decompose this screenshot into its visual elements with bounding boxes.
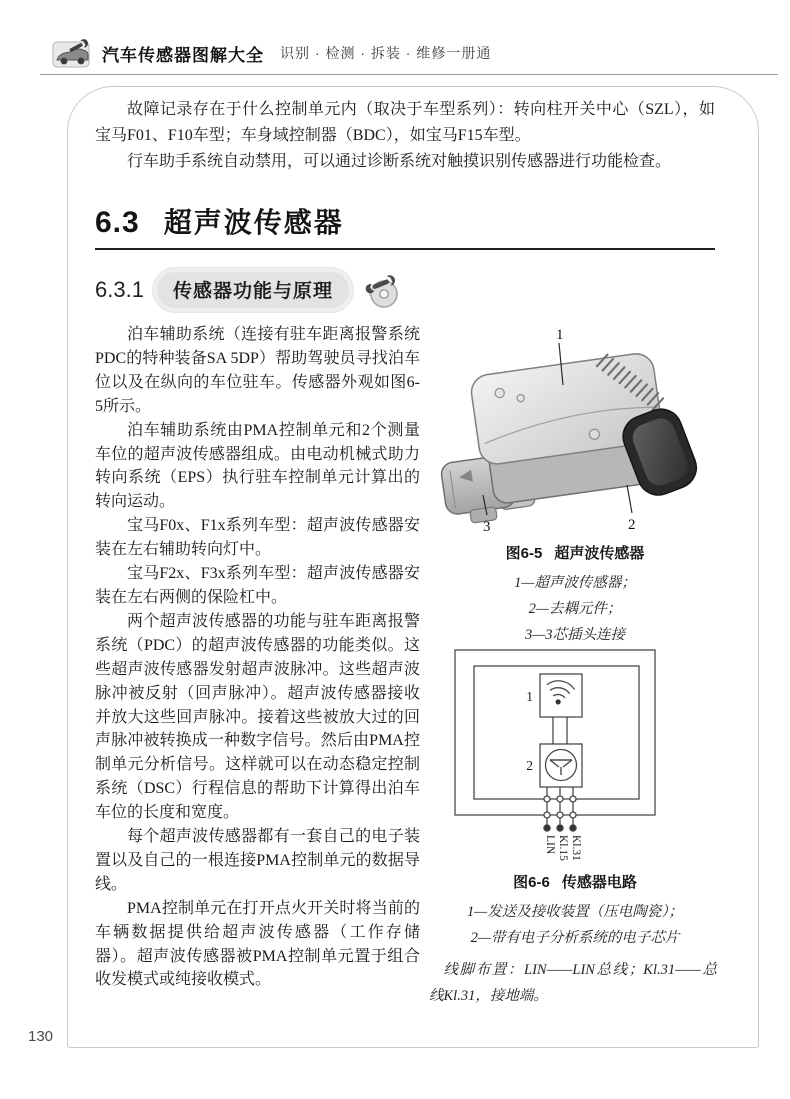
body-paragraph: 宝马F0x、F1x系列车型：超声波传感器安装在左右辅助转向灯中。 [95,517,420,559]
book-subtitle: 识别 · 检测 · 拆装 · 维修一册通 [280,45,492,61]
figure-6-6-legend [435,899,715,951]
body-paragraph: 每个超声波传感器都有一套自己的电子装置以及自己的一根连接PMA控制单元的数据导线。 [95,828,420,893]
intro-paragraph: 故障记录存在于什么控制单元内（取决于车型系列）：转向柱开关中心（SZL），如宝马F01、F10车型；车身域控制器（BDC），如宝马F15车型。 [95,101,715,144]
wrench-gear-icon [362,271,402,309]
body-paragraph: 泊车辅助系统由PMA控制单元和2个测量车位的超声波传感器组成。由电动机械式助力转向系统（EPS）执行驻车控制单元计算出的转向运动。 [95,421,420,511]
circuit-outer-box [455,650,655,815]
subsection-number: 6.3.1 [95,277,144,302]
figure-label: 图6-5 [505,545,543,562]
legend-line: 2—去耦元件； [528,601,622,617]
pin-label-kl31: Kl.31 [570,835,582,861]
fig66-label-2: 2 [526,758,533,773]
figure-6-5-legend [435,570,715,648]
intro-block [95,97,715,175]
figure-6-5-sensor-illustration [435,325,715,539]
circuit-pins [544,787,576,831]
legend-line: 3—3芯插头连接 [525,627,625,643]
legend-line: 1—超声波传感器； [514,575,636,591]
fig65-callout-2: 2 [628,517,636,533]
figure-label: 图6-6 [513,874,550,891]
legend-line: 1—发送及接收装置（压电陶瓷）； [467,904,683,920]
section-title: 超声波传感器 [163,207,344,238]
legend-line: 2—带有电子分析系统的电子芯片 [470,930,680,946]
fig65-callout-3: 3 [483,519,491,535]
body-paragraph: PMA控制单元在打开点火开关时将当前的车辆数据提供给超声波传感器（工作存储器）。超声波传感器被PMA控制单元置于组合收发模式或纯接收模式。 [95,899,420,989]
body-paragraph: 宝马F2x、F3x系列车型：超声波传感器安装在左右两侧的保险杠中。 [95,565,420,606]
body-paragraph: 泊车辅助系统（连接有驻车距离报警系统PDC的特种装备SA 5DP）帮助驾驶员寻找泊车位以及在纵向的车位驻车。传感器外观如图6-5所示。 [95,326,420,415]
transistor-symbol [546,750,577,781]
body-text-column [95,323,420,992]
section-number: 6.3 [95,206,140,239]
section-heading [95,201,715,250]
page-number: 130 [28,1028,54,1045]
figure-title: 超声波传感器 [554,545,645,562]
body-paragraph: 两个超声波传感器的功能与驻车距离报警系统（PDC）的超声波传感器的功能类似。这些超声波传感器发射超声波脉冲。这些超声波脉冲被反射（回声脉冲）。超声波传感器接收并放大这些回声脉冲。接着这些被放大过的回声脉冲被转换成一种数字信号。然后由PMA控制单元分析信号。这样就可以在动态稳定控制系统（DSC）行程信息的帮助下计算得出泊车车位的长度和宽度。 [95,612,420,822]
pin-label-lin: LIN [544,835,556,855]
fig66-label-1: 1 [526,689,533,704]
subsection-title: 传感器功能与原理 [157,272,349,308]
figure-6-5-caption [435,542,715,563]
ultrasonic-wave-icon [544,679,576,707]
pin-label-kl15: Kl.15 [557,835,569,861]
intro-paragraph: 行车助手系统自动禁用，可以通过诊断系统对触摸识别传感器进行功能检查。 [127,153,672,170]
figure-title: 传感器电路 [561,874,637,891]
fig65-callout-1: 1 [556,327,564,343]
pin-assignment-note: 线脚布置：LIN——LIN总线；Kl.31——总线Kl.31，接地端。 [429,962,717,1004]
figure-6-6-circuit-diagram [443,647,683,865]
book-title: 汽车传感器图解大全 [102,45,264,65]
subsection-heading [95,271,402,309]
figure-6-6-caption [435,871,715,892]
columns [95,323,715,1023]
car-wrench-icon [52,38,92,68]
running-head [52,38,491,68]
header-rule [40,74,778,75]
circuit-inner-box [474,666,639,799]
